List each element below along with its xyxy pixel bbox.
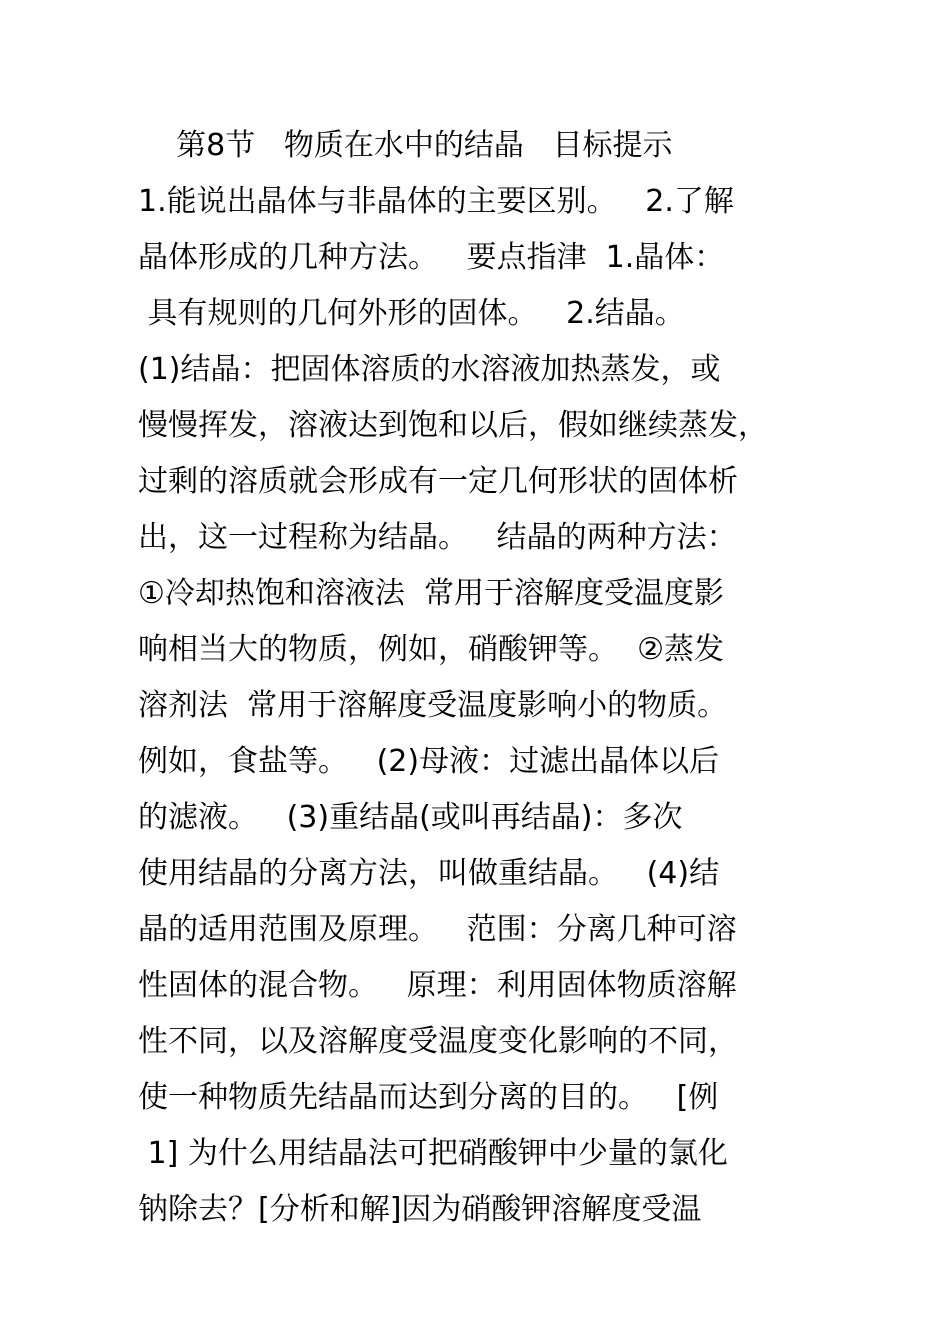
text-line-14: 使用结晶的分离方法，叫做重结晶。 (4)结 <box>138 856 720 891</box>
text-line-11: 溶剂法 常用于溶解度受温度影响小的物质。 <box>138 688 728 723</box>
text-line-3: 晶体形成的几种方法。 要点指津 1.晶体： <box>138 240 725 275</box>
text-line-2: 1.能说出晶体与非晶体的主要区别。 2.了解 <box>138 184 734 219</box>
text-line-5: (1)结晶：把固体溶质的水溶液加热蒸发，或 <box>138 352 721 387</box>
text-line-7: 过剩的溶质就会形成有一定几何形状的固体析 <box>138 464 738 499</box>
text-line-19: 1] 为什么用结晶法可把硝酸钾中少量的氯化 <box>138 1136 728 1171</box>
text-line-13: 的滤液。 (3)重结晶(或叫再结晶)：多次 <box>138 800 683 835</box>
text-line-18: 使一种物质先结晶而达到分离的目的。 [例 <box>138 1080 719 1115</box>
text-line-1: 第8节 物质在水中的结晶 目标提示 <box>138 128 673 163</box>
text-line-8: 出，这一过程称为结晶。 结晶的两种方法： <box>138 520 737 555</box>
document-body <box>138 118 838 1238</box>
text-line-16: 性固体的混合物。 原理：利用固体物质溶解 <box>138 968 737 1003</box>
text-line-9: ①冷却热饱和溶液法 常用于溶解度受温度影 <box>138 576 724 611</box>
text-line-15: 晶的适用范围及原理。 范围：分离几种可溶 <box>138 912 737 947</box>
text-line-10: 响相当大的物质，例如，硝酸钾等。 ②蒸发 <box>138 632 724 667</box>
text-line-6: 慢慢挥发，溶液达到饱和以后，假如继续蒸发， <box>138 408 768 443</box>
text-line-4: 具有规则的几何外形的固体。 2.结晶。 <box>138 296 685 331</box>
text-line-12: 例如，食盐等。 (2)母液：过滤出晶体以后 <box>138 744 720 779</box>
text-line-20: 钠除去？[分析和解]因为硝酸钾溶解度受温 <box>138 1192 702 1227</box>
text-line-17: 性不同，以及溶解度受温度变化影响的不同， <box>138 1024 738 1059</box>
